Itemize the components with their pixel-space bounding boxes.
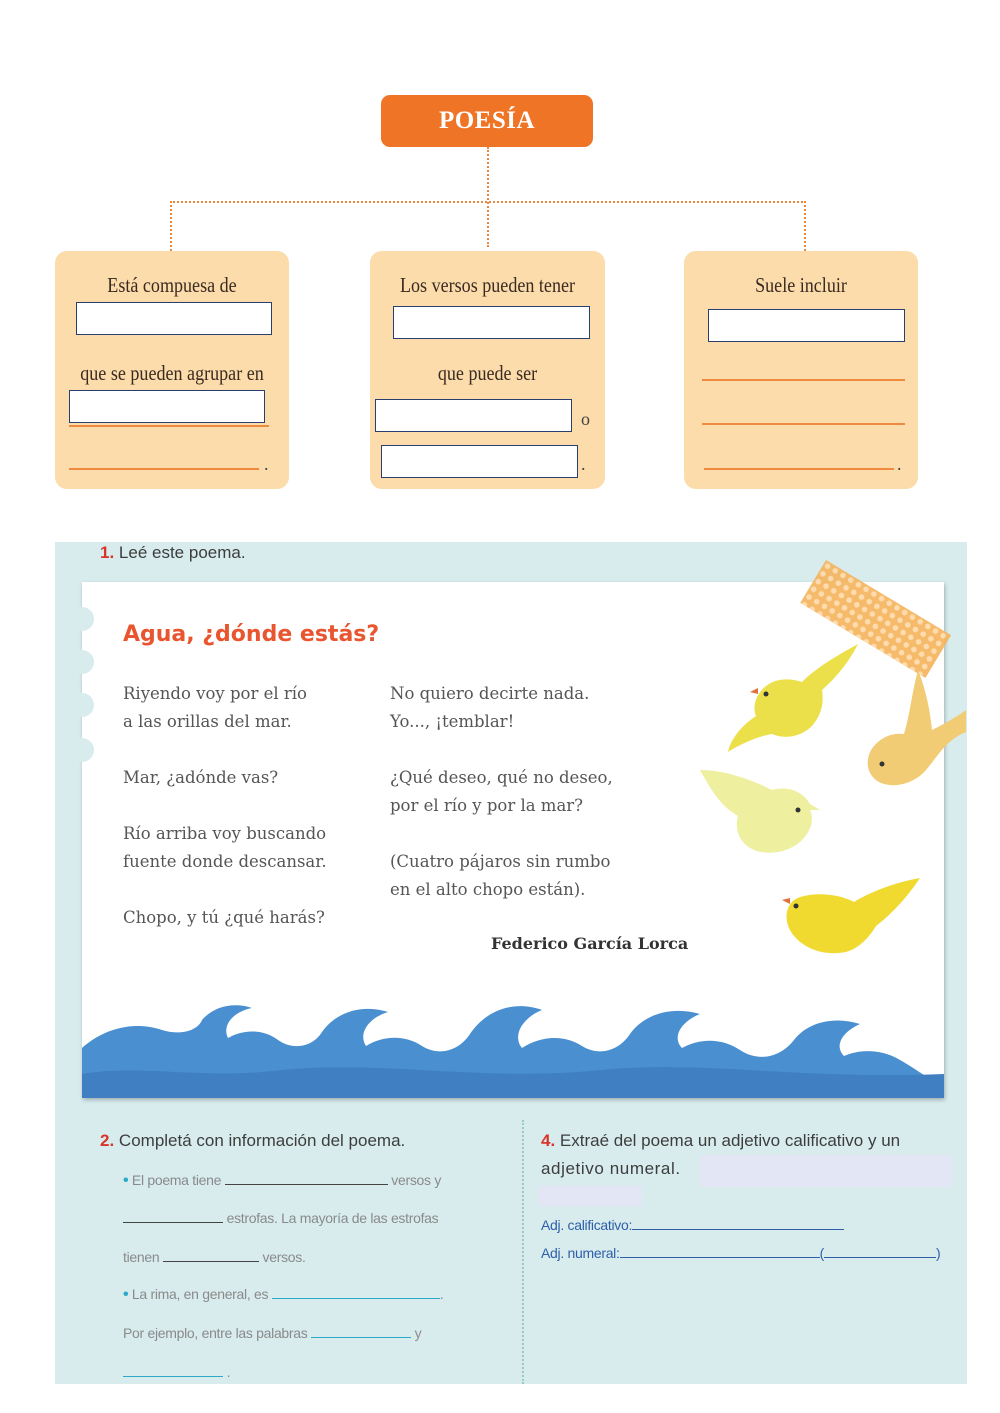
poem-verse: fuente donde descansar. [123, 852, 327, 871]
column-divider [522, 1120, 524, 1384]
answer-highlight-field[interactable] [700, 1155, 952, 1187]
poem-verse: Yo..., ¡temblar! [390, 712, 515, 731]
blank-rhyme-word-2[interactable] [123, 1376, 223, 1377]
connector-horizontal [170, 201, 806, 203]
exercise-2-line-4 [123, 1286, 443, 1304]
poem-verse: Riyendo voy por el río [123, 684, 307, 703]
period: . [897, 454, 902, 474]
exercise-instruction: Leé este poema. [118, 543, 246, 562]
exercise-number: 1. [100, 543, 115, 562]
bird-icon [700, 770, 820, 853]
includes-answer-field[interactable] [708, 309, 905, 342]
poem-verse: No quiero decirte nada. [390, 684, 590, 703]
poem-verse: ¿Qué deseo, qué no deseo, [390, 768, 613, 787]
period: . [581, 454, 586, 474]
fill-text: y [414, 1325, 422, 1341]
fill-text: Por ejemplo, entre las palabras [123, 1325, 308, 1341]
binder-hole [70, 607, 94, 631]
exercise-2-line-2 [123, 1210, 438, 1226]
exercise-2-heading [100, 1131, 405, 1151]
paren: ) [935, 1245, 941, 1261]
poem-verse: Mar, ¿adónde vas? [123, 768, 279, 787]
fill-text: versos y [391, 1172, 442, 1188]
waves-illustration [82, 990, 944, 1098]
answer-line [69, 425, 269, 427]
concept-card-composition [55, 251, 289, 489]
exercise-instruction: Completá con información del poema. [118, 1131, 406, 1150]
bullet-icon: • [123, 1286, 129, 1303]
includes-answer-line-4[interactable] [704, 468, 894, 470]
adj-numeral-blank[interactable] [620, 1257, 820, 1258]
blank-rhyme-type[interactable] [272, 1298, 440, 1299]
adj-numeral-number-blank[interactable] [824, 1257, 936, 1258]
grouping-answer-field[interactable] [69, 390, 265, 423]
adj-label: Adj. calificativo: [541, 1217, 633, 1233]
exercise-2-line-1 [123, 1172, 441, 1190]
fill-text: versos. [262, 1249, 306, 1265]
poem-verse: por el río y por la mar? [390, 796, 584, 815]
poem-author: Federico García Lorca [491, 934, 689, 953]
answer-highlight-field-2[interactable] [538, 1186, 642, 1206]
connector-left [170, 201, 172, 251]
poem-title: Agua, ¿dónde estás? [123, 622, 380, 647]
poem-verse: Chopo, y tú ¿qué harás? [123, 908, 325, 927]
concept-root-poesia: POESÍA [381, 95, 593, 147]
concept-card-includes [684, 251, 918, 489]
bullet-icon: • [123, 1172, 129, 1189]
card-label: Los versos pueden tener [399, 273, 576, 297]
period: . [264, 454, 269, 474]
fill-text: . [439, 1286, 444, 1302]
verses-answer-field[interactable] [393, 306, 590, 339]
bird-icon [868, 670, 966, 785]
blank-rhyme-word-1[interactable] [311, 1337, 411, 1338]
poem-verse: Río arriba voy buscando [123, 824, 327, 843]
poem-verse: a las orillas del mar. [123, 712, 292, 731]
birds-illustration [690, 630, 970, 970]
exercise-2-line-6 [123, 1364, 230, 1380]
exercise-4-heading [541, 1131, 900, 1151]
card-label: que se pueden agrupar en [80, 361, 264, 385]
grouping-answer-line-2[interactable] [69, 468, 259, 470]
exercise-2-line-3 [123, 1249, 306, 1265]
adj-calificativo-blank[interactable] [632, 1229, 844, 1230]
binder-hole [70, 738, 94, 762]
card-label: que puede ser [437, 361, 538, 385]
concept-card-verses [370, 251, 605, 489]
composition-answer-field[interactable] [76, 302, 272, 335]
fill-text: estrofas. La mayoría de las estrofas [226, 1210, 439, 1226]
fill-text: . [226, 1364, 231, 1380]
includes-answer-line-3[interactable] [702, 423, 905, 425]
poem-verse: (Cuatro pájaros sin rumbo [390, 852, 611, 871]
exercise-4-heading-cont: adjetivo numeral. [541, 1159, 681, 1178]
card-label: Suele incluir [755, 273, 847, 297]
blank-verses-per-stanza[interactable] [163, 1261, 259, 1262]
exercise-instruction: Extraé del poema un adjetivo calificativo y un [559, 1131, 901, 1150]
binder-hole [70, 693, 94, 717]
binder-hole [70, 650, 94, 674]
adj-calificativo-row [541, 1217, 844, 1233]
exercise-2-line-5 [123, 1325, 421, 1341]
blank-stanza-count[interactable] [123, 1222, 223, 1223]
card-label: Está compuesa de [107, 273, 237, 297]
exercise-number: 2. [100, 1131, 115, 1150]
adj-numeral-row [541, 1245, 940, 1261]
connector-right [804, 201, 806, 251]
bird-icon [728, 644, 858, 752]
rhyme-type-field-1[interactable] [375, 399, 572, 432]
or-connector: o [581, 409, 590, 429]
adj-label: Adj. numeral: [541, 1245, 620, 1261]
exercise-number: 4. [541, 1131, 556, 1150]
fill-text: El poema tiene [131, 1172, 222, 1188]
connector-vertical-main [487, 147, 489, 247]
fill-text: tienen [123, 1249, 160, 1265]
fill-text: La rima, en general, es [131, 1286, 269, 1302]
poem-verse: en el alto chopo están). [390, 880, 586, 899]
blank-verse-count[interactable] [225, 1184, 388, 1185]
includes-answer-line-2[interactable] [702, 379, 905, 381]
exercise-1-heading [100, 543, 246, 563]
bird-icon [782, 878, 920, 953]
rhyme-type-field-2[interactable] [381, 445, 578, 478]
paren: ( [819, 1245, 824, 1261]
